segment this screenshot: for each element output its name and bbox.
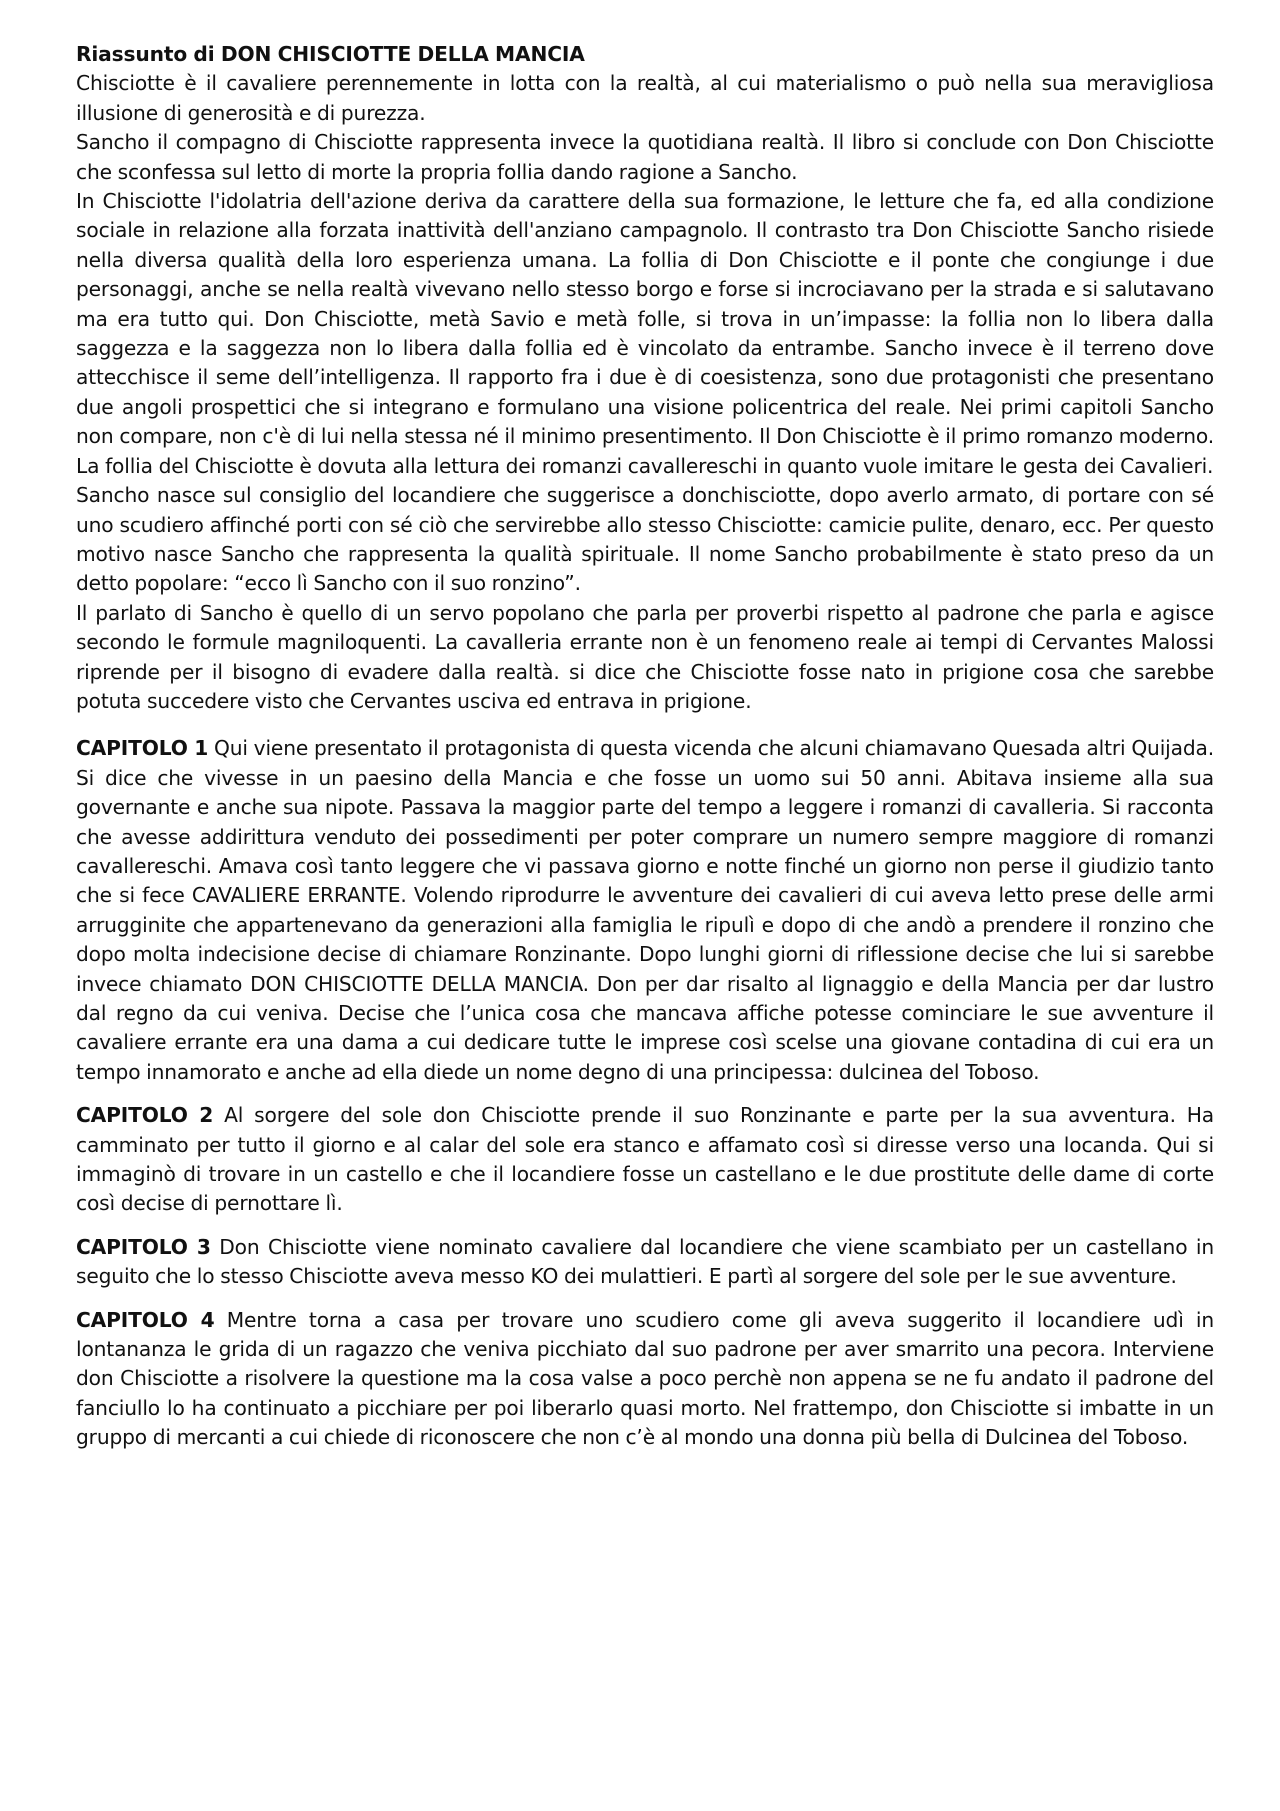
- spacer: [76, 1219, 1214, 1233]
- spacer: [76, 1087, 1214, 1101]
- chapter-4-label: CAPITOLO 4: [76, 1307, 215, 1332]
- chapter-3-paragraph: [76, 1233, 1214, 1292]
- spacer: [76, 1292, 1214, 1306]
- chapter-2-label: CAPITOLO 2: [76, 1103, 214, 1128]
- intro-paragraph: Chisciotte è il cavaliere perennemente in lotta con la realtà, al cui materialismo o può nella sua meravigliosa illusione di generosità e di purezza.: [76, 71, 1214, 125]
- chapter-1-paragraph: [76, 734, 1214, 1087]
- chapter-3-text: Don Chisciotte viene nominato cavaliere dal locandiere che viene scambiato per un castellano in seguito che lo stesso Chisciotte aveva messo KO dei mulattieri. E partì al sorgere del sole per le sue avventure.: [76, 1234, 1214, 1289]
- chapter-3-label: CAPITOLO 3: [76, 1234, 211, 1259]
- intro-paragraph: Sancho il compagno di Chisciotte rappresenta invece la quotidiana realtà. Il libro si conclude con Don Chisciotte che sconfessa sul letto di morte la propria follia dando ragione a Sancho.: [76, 130, 1214, 184]
- intro-paragraph: Sancho nasce sul consiglio del locandiere che suggerisce a donchisciotte, dopo averlo armato, di portare con sé uno scudiero affinché porti con sé ciò che servirebbe allo stesso Chisciotte: camicie pulite, denaro, ecc. Per questo motivo nasce Sancho che rappresenta la qualità spirituale. Il nome Sancho probabilmente è stato preso da un detto popolare: “ecco lì Sancho con il suo ronzino”.: [76, 483, 1214, 596]
- chapter-4-text: Mentre torna a casa per trovare uno scudiero come gli aveva suggerito il locandiere udì in lontananza le grida di un ragazzo che veniva picchiato dal suo padrone per aver smarrito una pecora. Interviene don Chisciotte a risolvere la questione ma la cosa valse a poco perchè non appena se ne fu andato il padrone del fanciullo lo ha continuato a picchiare per poi liberarlo quasi morto. Nel frattempo, don Chisciotte si imbatte in un gruppo di mercanti a cui chiede di riconoscere che non c’è al mondo una donna più bella di Dulcinea del Toboso.: [76, 1307, 1214, 1450]
- chapter-1-label: CAPITOLO 1: [76, 736, 209, 761]
- chapter-4-paragraph: [76, 1306, 1214, 1453]
- document-title: Riassunto di DON CHISCIOTTE DELLA MANCIA: [76, 42, 585, 66]
- chapter-1-text: Qui viene presentato il protagonista di questa vicenda che alcuni chiamavano Quesada altri Quijada. Si dice che vivesse in un paesino della Mancia e che fosse un uomo sui 50 anni. Abitava insieme alla sua governante e anche sua nipote. Passava la maggior parte del tempo a leggere i romanzi di cavalleria. Si racconta che avesse addirittura venduto dei possedimenti per poter comprare un numero sempre maggiore di romanzi cavallereschi. Amava così tanto leggere che vi passava giorno e notte finché un giorno non perse il giudizio tanto che si fece CAVALIERE ERRANTE. Volendo riprodurre le avventure dei cavalieri di cui aveva letto prese delle armi arrugginite che appartenevano da generazioni alla famiglia le ripulì e dopo di che andò a prendere il ronzino che dopo molta indecisione decise di chiamare Ronzinante. Dopo lunghi giorni di riflessione decise che lui si sarebbe invece chiamato DON CHISCIOTTE DELLA MANCIA. Don per dar risalto al lignaggio e della Mancia per dar lustro dal regno da cui veniva. Decise che l’unica cosa che mancava affiche potesse cominciare le sue avventure il cavaliere errante era una dama a cui dedicare tutte le imprese così scelse una giovane contadina di cui era un tempo innamorato e anche ad ella diede un nome degno di una principessa: dulcinea del Toboso.: [76, 736, 1214, 1084]
- chapter-2-paragraph: [76, 1101, 1214, 1219]
- chapter-2-text: Al sorgere del sole don Chisciotte prende il suo Ronzinante e parte per la sua avventura. Ha camminato per tutto il giorno e al calar del sole era stanco e affamato così si diresse verso una locanda. Qui si immaginò di trovare in un castello e che il locandiere fosse un castellano e le due prostitute delle dame di corte così decise di pernottare lì.: [76, 1103, 1214, 1216]
- intro-paragraph: Il parlato di Sancho è quello di un servo popolano che parla per proverbi rispetto al padrone che parla e agisce secondo le formule magniloquenti. La cavalleria errante non è un fenomeno reale ai tempi di Cervantes Malossi riprende per il bisogno di evadere dalla realtà. si dice che Chisciotte fosse nato in prigione cosa che sarebbe potuta succedere visto che Cervantes usciva ed entrava in prigione.: [76, 600, 1214, 713]
- intro-paragraph: In Chisciotte l'idolatria dell'azione deriva da carattere della sua formazione, le letture che fa, ed alla condizione sociale in relazione alla forzata inattività dell'anziano campagnolo. Il contrasto tra Don Chisciotte Sancho risiede nella diversa qualità della loro esperienza umana. La follia di Don Chisciotte e il ponte che congiunge i due personaggi, anche se nella realtà vivevano nello stesso borgo e forse si incrociavano per la strada e si salutavano ma era tutto qui. Don Chisciotte, metà Savio e metà folle, si trova in un’impasse: la follia non lo libera dalla saggezza e la saggezza non lo libera dalla follia ed è vincolato da entrambe. Sancho invece è il terreno dove attecchisce il seme dell’intelligenza. Il rapporto fra i due è di coesistenza, sono due protagonisti che presentano due angoli prospettici che si integrano e formulano una visione policentrica del reale. Nei primi capitoli Sancho non compare, non c'è di lui nella stessa né il minimo presentimento. Il Don Chisciotte è il primo romanzo moderno. La follia del Chisciotte è dovuta alla lettura dei romanzi cavallereschi in quanto vuole imitare le gesta dei Cavalieri.: [76, 189, 1214, 478]
- spacer: [76, 716, 1214, 734]
